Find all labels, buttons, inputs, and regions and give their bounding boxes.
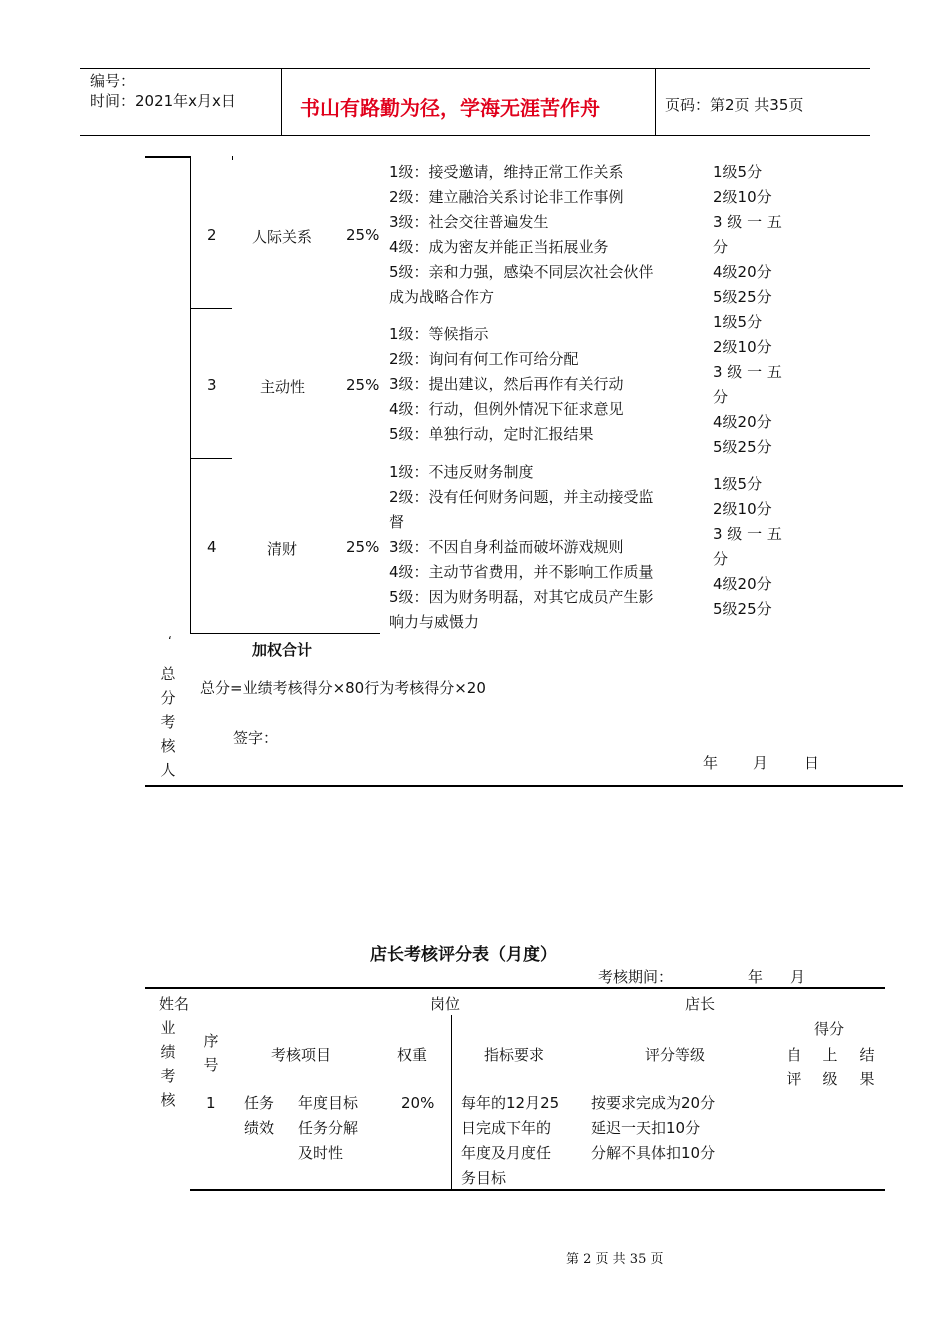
row-item: 主动性 <box>260 378 306 396</box>
row-criteria: 1级：等候指示 2级：询问有何工作可给分配 3级：提出建议，然后再作有关行动 4级：行动，但例外情况下征求意见 5级：单独行动，定时汇报结果 <box>389 325 624 443</box>
position-value: 店长 <box>685 995 716 1013</box>
row-weight: 25% <box>346 538 380 556</box>
row-scores: 1级5分 2级10分 3 级 一 五 分 4级20分 5级25分 <box>713 163 782 306</box>
date-year: 年 <box>703 754 719 772</box>
row-number: 3 <box>207 376 217 394</box>
row-number: 2 <box>207 226 217 244</box>
name-label: 姓名 <box>159 995 190 1013</box>
page-footer: 第 2 页 共 35 页 <box>566 1252 664 1267</box>
row-weight: 20% <box>401 1094 435 1112</box>
column-self-eval: 自 评 <box>786 1046 802 1088</box>
side-label-total-assessor: 总 分 考 核 人 <box>160 665 176 779</box>
row-weight: 25% <box>346 376 380 394</box>
time-label: 时间：2021年x月x日 <box>90 92 236 110</box>
column-item: 考核项目 <box>271 1046 332 1064</box>
signature-label: 签字： <box>233 729 279 747</box>
period-month: 月 <box>790 968 806 986</box>
row-grade: 按要求完成为20分 延迟一天扣10分 分解不具体扣10分 <box>591 1094 716 1162</box>
score-formula: 总分=业绩考核得分×80行为考核得分×20 <box>200 679 486 697</box>
column-weight: 权重 <box>397 1046 428 1064</box>
period-year: 年 <box>748 968 764 986</box>
row-item: 人际关系 <box>252 228 313 246</box>
motto: 书山有路勤为径，学海无涯苦作舟 <box>300 96 600 120</box>
weighted-total-label: 加权合计 <box>252 641 313 659</box>
column-grade: 评分等级 <box>645 1046 706 1064</box>
row-criteria: 1级：接受邀请，维持正常工作关系 2级：建立融洽关系讨论非工作事例 3级：社会交往普遍发生 4级：成为密友并能正当拓展业务 5级：亲和力强，感染不同层次社会伙伴 成为战略合作方 <box>389 163 654 306</box>
column-requirement: 指标要求 <box>484 1046 545 1064</box>
column-seq: 序 号 <box>203 1032 219 1074</box>
row-criteria: 1级：不违反财务制度 2级：没有任何财务问题，并主动接受监 督 3级：不因自身利益而破坏游戏规则 4级：主动节省费用，并不影响工作质量 5级：因为财务明磊，对其它成员产生影 响力与威慑力 <box>389 463 654 631</box>
row-scores: 1级5分 2级10分 3 级 一 五 分 4级20分 5级25分 <box>713 313 782 456</box>
row-item: 年度目标 任务分解 及时性 <box>298 1094 359 1162</box>
row-weight: 25% <box>346 226 380 244</box>
side-label-mark: ‘ <box>168 634 172 648</box>
position-label: 岗位 <box>430 995 461 1013</box>
row-number: 1 <box>206 1094 216 1112</box>
column-superior: 上 级 <box>822 1046 838 1088</box>
row-scores: 1级5分 2级10分 3 级 一 五 分 4级20分 5级25分 <box>713 475 782 618</box>
row-number: 4 <box>207 538 217 556</box>
period-label: 考核期间： <box>598 968 674 986</box>
row-item: 清财 <box>267 540 298 558</box>
date-month: 月 <box>753 754 769 772</box>
date-day: 日 <box>804 754 820 772</box>
number-label: 编号： <box>90 72 136 90</box>
row-requirement: 每年的12月25 日完成下年的 年度及月度任 务目标 <box>461 1094 560 1187</box>
table-title: 店长考核评分表（月度） <box>370 945 557 965</box>
column-result: 结 果 <box>859 1046 875 1088</box>
page-label: 页码：第2页 共35页 <box>665 96 804 114</box>
side-label-performance: 业 绩 考 核 <box>160 1019 176 1109</box>
column-score: 得分 <box>814 1020 845 1038</box>
row-category: 任务 绩效 <box>244 1094 275 1137</box>
